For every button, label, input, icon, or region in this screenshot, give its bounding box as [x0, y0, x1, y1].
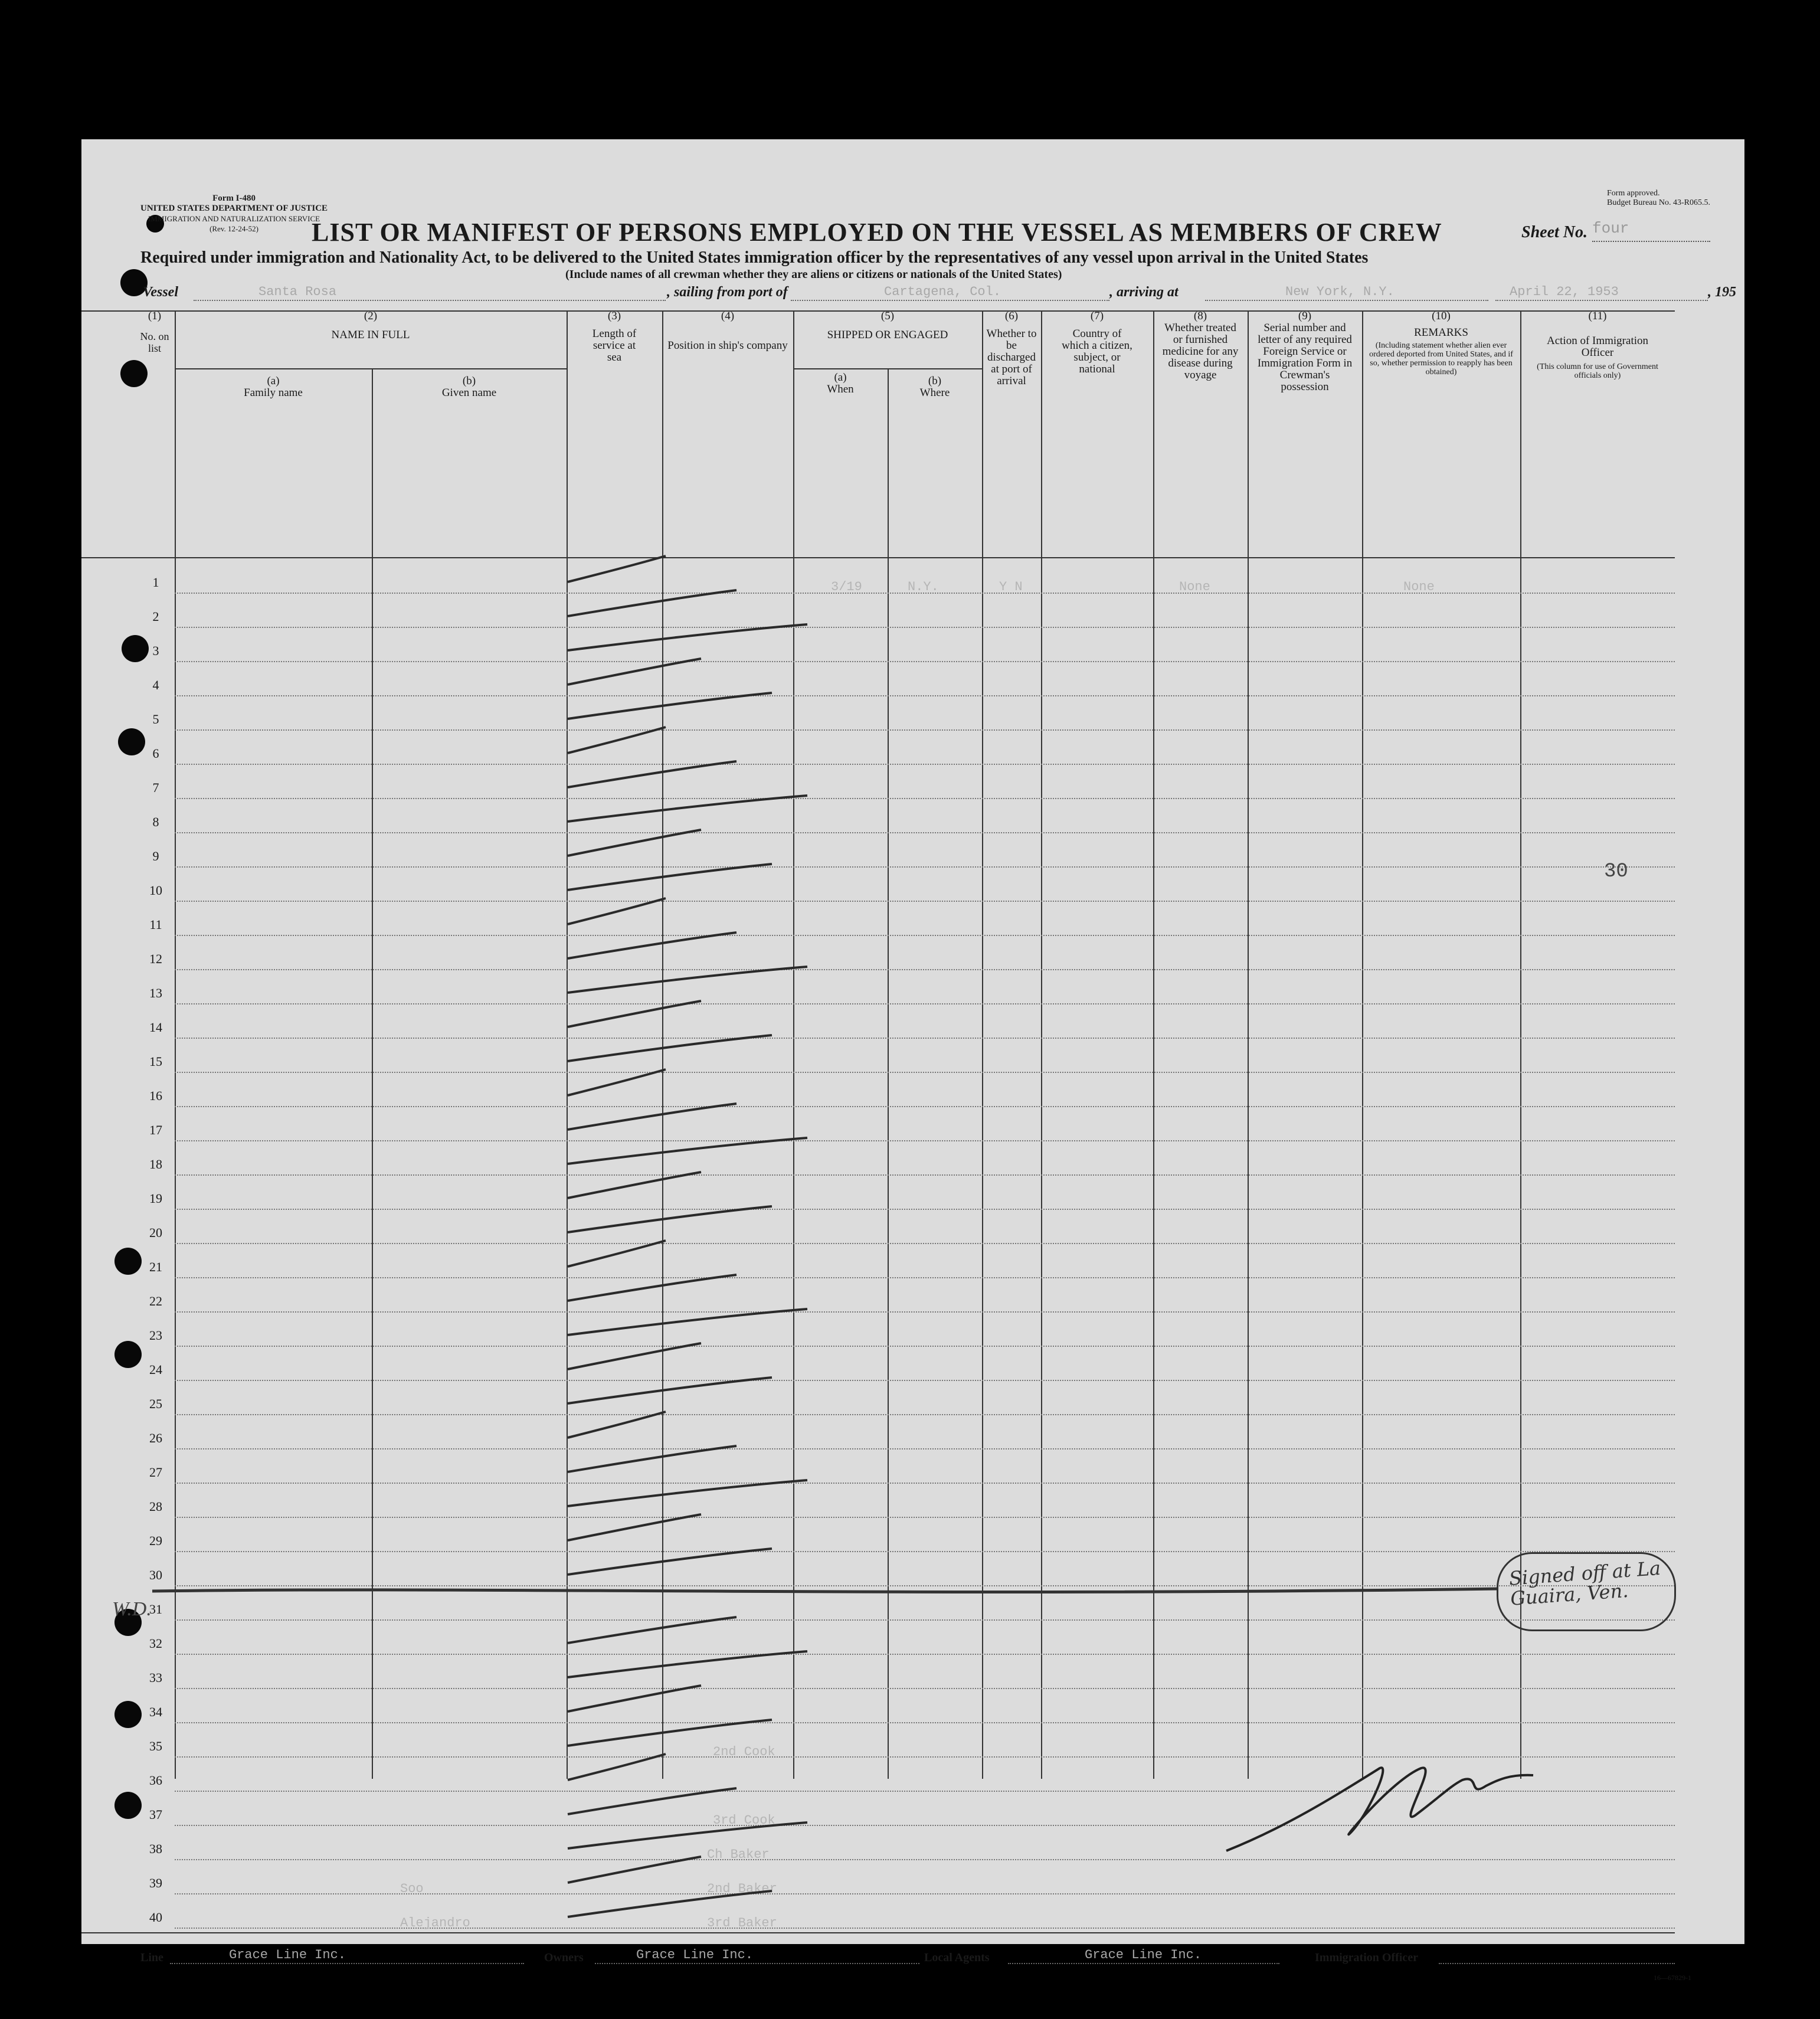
- row-number: 1: [152, 575, 159, 590]
- col11-number: (11): [1588, 310, 1607, 322]
- row-number: 14: [149, 1020, 162, 1035]
- row-number: 38: [149, 1841, 162, 1856]
- row-number: 23: [149, 1328, 162, 1343]
- col9-number: (9): [1298, 310, 1312, 322]
- col4-number: (4): [721, 310, 735, 322]
- budget-number: Budget Bureau No. 43-R065.5.: [1607, 198, 1710, 207]
- col2b-header: (b) Given name: [441, 375, 497, 399]
- row1-remarks: None: [1403, 580, 1435, 594]
- revision: (Rev. 12-24-52): [210, 224, 258, 233]
- row-number: 6: [152, 746, 159, 761]
- pencil-stroke: [568, 1720, 772, 1746]
- pencil-stroke: [568, 1412, 666, 1438]
- row-number: 37: [149, 1807, 162, 1822]
- row-number: 31: [149, 1602, 162, 1616]
- row-number: 29: [149, 1533, 162, 1548]
- vessel-value: Santa Rosa: [258, 284, 337, 299]
- year-label: , 195: [1708, 284, 1736, 300]
- row-number: 26: [149, 1431, 162, 1445]
- row-number: 34: [149, 1704, 162, 1719]
- officer-signature: [1203, 1745, 1639, 1863]
- col2a-header: (a) Family name: [244, 375, 303, 399]
- pencil-stroke: [568, 556, 666, 582]
- pencil-stroke: [568, 1857, 701, 1883]
- footer-agents-value: Grace Line Inc.: [1085, 1948, 1202, 1962]
- pencil-stroke: [568, 1104, 736, 1130]
- col8-number: (8): [1193, 310, 1207, 322]
- footer-line-value: Grace Line Inc.: [229, 1948, 346, 1962]
- col10-number: (10): [1432, 310, 1451, 322]
- sheet-label: Sheet No.: [1521, 223, 1587, 241]
- col8-label: Whether treated or furnished medicine for any disease during voyage: [1162, 322, 1239, 381]
- pencil-stroke: [568, 1686, 701, 1712]
- requirement-text: Required under immigration and Nationality Act, to be delivered to the United States immigration officer by the representatives of any vessel upon arrival in the United States: [140, 248, 1369, 267]
- pencil-stroke: [568, 693, 772, 719]
- include-note: (Include names of all crewman whether they are aliens or citizens or nationals of the United States): [565, 268, 1062, 281]
- pencil-stroke: [568, 898, 666, 924]
- pencil-stroke: [568, 967, 807, 993]
- col5b-header: (b) Where: [919, 375, 950, 399]
- row39-position: 2nd Baker: [707, 1881, 777, 1896]
- pencil-stroke: [568, 1822, 807, 1848]
- row1-when: 3/19: [831, 580, 862, 594]
- row-number: 4: [152, 678, 159, 692]
- sailing-value: Cartagena, Col.: [884, 284, 1001, 299]
- pencil-stroke: [568, 624, 807, 650]
- footer-owners-underline: [595, 1963, 919, 1964]
- row40-position: 3rd Baker: [707, 1916, 777, 1930]
- col10-label: REMARKS: [1414, 326, 1468, 339]
- col3-label: Length of service at sea: [592, 328, 637, 364]
- row-number: 21: [149, 1259, 162, 1274]
- col10-sub: (Including statement whether alien ever ordered deported from United States, and if so, whether permission to reapply has been obtained): [1369, 341, 1513, 377]
- col1-number: (1): [148, 310, 162, 322]
- col5-number: (5): [880, 310, 895, 322]
- row-number: 18: [149, 1157, 162, 1172]
- footer-line-underline: [170, 1963, 524, 1964]
- col6-number: (6): [1004, 310, 1019, 322]
- pencil-stroke: [568, 1617, 736, 1643]
- signed-off-note: Signed off at La Guaira, Ven.: [1508, 1556, 1662, 1610]
- col11-label: Action of Immigration Officer: [1546, 335, 1649, 359]
- pencil-stroke: [568, 1309, 807, 1335]
- form-title: LIST OR MANIFEST OF PERSONS EMPLOYED ON THE VESSEL AS MEMBERS OF CREW: [312, 218, 1442, 247]
- col2-number: (2): [364, 310, 378, 322]
- row-number: 3: [152, 643, 159, 658]
- pencil-stroke: [568, 1446, 736, 1472]
- pencil-stroke: [568, 1788, 736, 1814]
- row-number: 30: [149, 1568, 162, 1582]
- row-number: 15: [149, 1054, 162, 1069]
- pencil-stroke: [568, 1069, 666, 1095]
- row1-medicine: None: [1179, 580, 1210, 594]
- pencil-stroke: [568, 1241, 666, 1267]
- pencil-stroke: [568, 864, 772, 890]
- row-number: 8: [152, 814, 159, 829]
- footer-owners-value: Grace Line Inc.: [636, 1948, 754, 1962]
- sailing-label: , sailing from port of: [667, 284, 788, 300]
- pencil-stroke: [568, 1754, 666, 1780]
- row-number: 12: [149, 951, 162, 966]
- pencil-check-strokes: [81, 139, 1744, 1944]
- row-number: 9: [152, 849, 159, 863]
- col9-label: Serial number and letter of any required Foreign Service or Immigration Form in Crewman's possession: [1257, 322, 1353, 393]
- row31-strike-line: [152, 1589, 1498, 1592]
- pencil-stroke: [568, 1377, 772, 1403]
- pencil-stroke: [568, 659, 701, 685]
- row-number: 5: [152, 712, 159, 727]
- pencil-stroke: [568, 727, 666, 753]
- footer-line-label: Line: [140, 1951, 163, 1964]
- row-number: 24: [149, 1362, 162, 1377]
- row-number: 11: [149, 917, 162, 932]
- pencil-stroke: [568, 1138, 807, 1164]
- form-number: 16—67829-1: [1654, 1974, 1691, 1982]
- row-number: 13: [149, 986, 162, 1000]
- sheet-value: four: [1592, 220, 1629, 237]
- col1-label: No. on list: [140, 330, 169, 354]
- row-number: 27: [149, 1465, 162, 1480]
- department: UNITED STATES DEPARTMENT OF JUSTICE: [140, 204, 328, 213]
- handwritten-30: 30: [1604, 860, 1628, 883]
- footer-agents-underline: [1008, 1963, 1279, 1964]
- col4-label: Position in ship's company: [667, 339, 788, 352]
- col7-label: Country of which a citizen, subject, or national: [1062, 328, 1132, 375]
- row-number: 20: [149, 1225, 162, 1240]
- row-number: 32: [149, 1636, 162, 1651]
- pencil-stroke: [568, 1480, 807, 1506]
- row-number: 33: [149, 1670, 162, 1685]
- row-number: 40: [149, 1910, 162, 1925]
- row-number: 17: [149, 1123, 162, 1137]
- row35-position: 2nd Cook: [713, 1745, 775, 1759]
- row-number: 19: [149, 1191, 162, 1206]
- pencil-stroke: [568, 1035, 772, 1061]
- service: IMMIGRATION AND NATURALIZATION SERVICE: [148, 214, 320, 223]
- pencil-stroke: [568, 1275, 736, 1301]
- col5a-header: (a) When: [827, 371, 854, 395]
- footer-officer-underline: [1439, 1963, 1675, 1964]
- row-number: 10: [149, 883, 162, 898]
- col5-label: SHIPPED OR ENGAGED: [827, 329, 948, 341]
- pencil-stroke: [568, 590, 736, 616]
- pencil-stroke: [568, 1549, 772, 1575]
- arriving-label: , arriving at: [1109, 284, 1179, 300]
- col11-sub: (This column for use of Government officials only): [1537, 362, 1658, 380]
- row40-given: Alejandro: [400, 1916, 470, 1930]
- pencil-stroke: [568, 1343, 701, 1369]
- row-number: 25: [149, 1396, 162, 1411]
- row38-position: Ch Baker: [707, 1847, 770, 1862]
- col6-label: Whether to be discharged at port of arrival: [986, 328, 1037, 387]
- pencil-stroke: [568, 1514, 701, 1540]
- form-id: Form I-480: [212, 194, 256, 203]
- pencil-stroke: [568, 1651, 807, 1677]
- vessel-label: Vessel: [143, 284, 178, 300]
- row-number: 36: [149, 1773, 162, 1788]
- row-number: 16: [149, 1088, 162, 1103]
- row-number: 7: [152, 780, 159, 795]
- manifest-sheet: [81, 139, 1744, 1982]
- row-number: 35: [149, 1739, 162, 1753]
- pencil-stroke: [568, 1891, 772, 1917]
- approval: Form approved.: [1607, 189, 1660, 198]
- row-number: 28: [149, 1499, 162, 1514]
- arriving-value: New York, N.Y.: [1285, 284, 1395, 299]
- col7-number: (7): [1090, 310, 1104, 322]
- pencil-stroke: [568, 1001, 701, 1027]
- col3-number: (3): [607, 310, 621, 322]
- row39-given: Soo: [400, 1881, 424, 1896]
- footer-owners-label: Owners: [544, 1951, 584, 1964]
- col2-label: NAME IN FULL: [331, 329, 410, 341]
- pencil-stroke: [568, 932, 736, 958]
- footer-officer-label: Immigration Officer: [1315, 1951, 1418, 1964]
- row-number: 22: [149, 1294, 162, 1308]
- row-number: 39: [149, 1876, 162, 1890]
- pencil-stroke: [568, 1206, 772, 1232]
- row37-position: 3rd Cook: [713, 1813, 775, 1828]
- pencil-stroke: [568, 830, 701, 856]
- pencil-stroke: [568, 796, 807, 822]
- pencil-stroke: [568, 1172, 701, 1198]
- row-number: 2: [152, 609, 159, 624]
- footer-agents-label: Local Agents: [924, 1951, 990, 1964]
- row1-where: N.Y.: [908, 580, 939, 594]
- arrival-date: April 22, 1953: [1510, 284, 1619, 299]
- pencil-stroke: [568, 761, 736, 787]
- row31-margin-mark: W.D.: [112, 1598, 152, 1620]
- row1-discharged: Y N: [999, 580, 1023, 594]
